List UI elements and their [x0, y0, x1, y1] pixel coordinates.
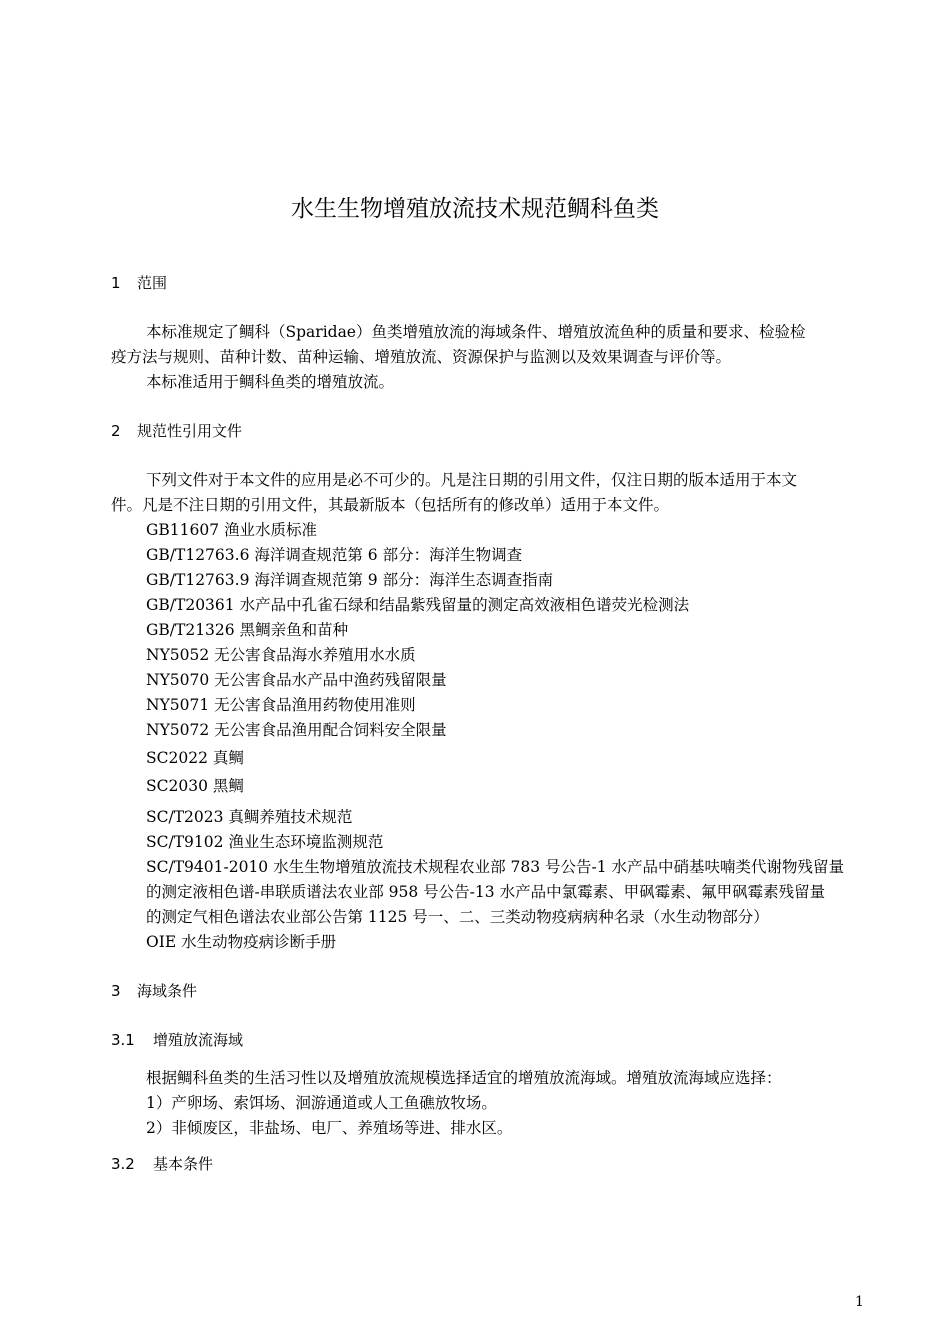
- document-title: 水生生物增殖放流技术规范鲷科鱼类: [291, 196, 659, 222]
- ref-item: SC2022 真鲷: [146, 749, 244, 767]
- section-3-heading: [111, 980, 197, 1002]
- ref-item: NY5071 无公害食品渔用药物使用准则: [146, 696, 416, 714]
- ref-item: SC/T2023 真鲷养殖技术规范: [146, 808, 353, 826]
- section-title: 规范性引用文件: [137, 422, 243, 440]
- section-number: 3.1: [111, 1031, 135, 1049]
- sea-area-item-1: 1）产卵场、索饵场、洄游通道或人工鱼礁放牧场。: [146, 1094, 497, 1112]
- section-number: 1: [111, 274, 121, 292]
- ref-item: 的测定液相色谱-串联质谱法农业部 958 号公告-13 水产品中氯霉素、甲砜霉素、氟甲砜霉素残留量: [146, 883, 826, 901]
- ref-item: SC/T9102 渔业生态环境监测规范: [146, 833, 384, 851]
- scope-paragraph-1-line-1: 本标准规定了鲷科（Sparidae）鱼类增殖放流的海域条件、增殖放流鱼种的质量和要求、检验检: [146, 323, 806, 341]
- ref-item: GB/T12763.6 海洋调查规范第 6 部分：海洋生物调查: [146, 546, 523, 564]
- ref-item: 的测定气相色谱法农业部公告第 1125 号一、二、三类动物疫病病种名录（水生动物部分）: [146, 908, 769, 926]
- ref-item: GB/T21326 黑鲷亲鱼和苗种: [146, 621, 349, 639]
- section-number: 3.2: [111, 1155, 135, 1173]
- ref-item: GB11607 渔业水质标准: [146, 521, 318, 539]
- refs-intro-line-2: 件。凡是不注日期的引用文件，其最新版本（包括所有的修改单）适用于本文件。: [111, 496, 670, 514]
- section-number: 2: [111, 422, 121, 440]
- sea-area-paragraph: 根据鲷科鱼类的生活习性以及增殖放流规模选择适宜的增殖放流海域。增殖放流海域应选择：: [146, 1069, 782, 1087]
- sea-area-item-2: 2）非倾废区，非盐场、电厂、养殖场等进、排水区。: [146, 1119, 513, 1137]
- ref-item: GB/T12763.9 海洋调查规范第 9 部分：海洋生态调查指南: [146, 571, 554, 589]
- section-2-heading: [111, 420, 242, 442]
- section-title: 范围: [137, 274, 168, 292]
- section-3-1-heading: [111, 1029, 243, 1051]
- section-3-2-heading: [111, 1153, 213, 1175]
- scope-paragraph-2: 本标准适用于鲷科鱼类的增殖放流。: [146, 373, 395, 391]
- section-title: 海域条件: [137, 982, 198, 1000]
- ref-item: NY5052 无公害食品海水养殖用水水质: [146, 646, 416, 664]
- section-title: 基本条件: [153, 1155, 214, 1173]
- ref-item: GB/T20361 水产品中孔雀石绿和结晶紫残留量的测定高效液相色谱荧光检测法: [146, 596, 690, 614]
- section-number: 3: [111, 982, 121, 1000]
- ref-item: SC/T9401-2010 水生生物增殖放流技术规程农业部 783 号公告-1 水产品中硝基呋喃类代谢物残留量: [146, 858, 845, 876]
- refs-intro-line-1: 下列文件对于本文件的应用是必不可少的。凡是注日期的引用文件，仅注日期的版本适用于本文: [146, 471, 798, 489]
- ref-item: SC2030 黑鲷: [146, 777, 244, 795]
- section-title: 增殖放流海域: [153, 1031, 244, 1049]
- section-1-heading: [111, 272, 167, 294]
- ref-item: NY5072 无公害食品渔用配合饲料安全限量: [146, 721, 447, 739]
- page-number: 1: [855, 1294, 864, 1310]
- scope-paragraph-1-line-2: 疫方法与规则、苗种计数、苗种运输、增殖放流、资源保护与监测以及效果调查与评价等。: [111, 348, 732, 366]
- ref-item: NY5070 无公害食品水产品中渔药残留限量: [146, 671, 447, 689]
- ref-item: OIE 水生动物疫病诊断手册: [146, 933, 337, 951]
